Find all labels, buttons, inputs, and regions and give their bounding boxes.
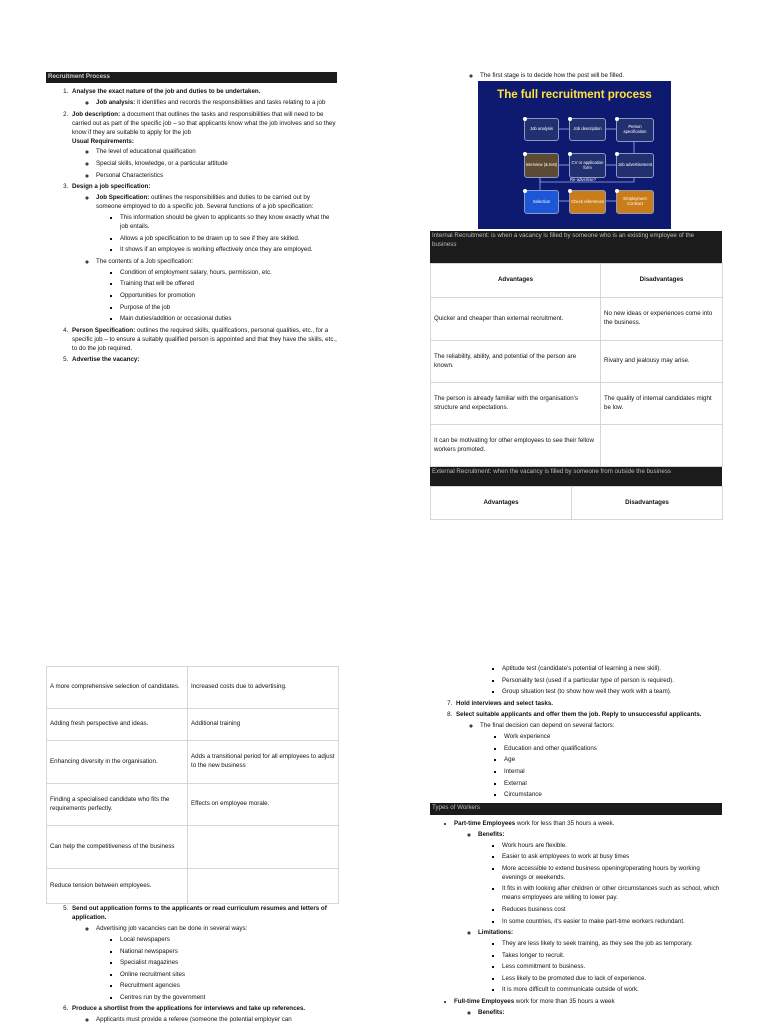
list-item: ▪ Recruitment agencies [120, 982, 338, 991]
left-top-section [46, 72, 337, 368]
list-item: ▪ Less commitment to business. [502, 963, 722, 972]
list-item: ▪ Education and other qualifications [504, 745, 722, 754]
list-item: ▪ Centres run by the government [120, 994, 338, 1003]
step-5: 5. Send out application forms to the applicants or read curriculum resumes and letters of application. ◦ Advertising job vacancies can be done in several ways: ▪ Local newspapers ▪ National newspapers ▪ Specialist magazines ▪ Online recruitment sites ▪ Recruitment agencies ▪ Centres run by the government [70, 905, 338, 1003]
tests-list [430, 665, 722, 697]
step-3: 3. Design a job specification: ◦ Job Specification: outlines the responsibilities and duties to be carried out by someone employed to do a specific job. Several functions of a job specification: ▪ This information should be given to applicants so they know exactly what the job entails. ▪ Allows a job specification to be drawn up to see if they are skilled. ▪ It shows if an employee is working effectively once they are employed. ◦ The contents of a Job specification: ▪ Condition of employment salary, hours, permission, etc. ▪ Training that will be offered ▪ Opportunities for promotion ▪ Purpose of the job ▪ Main duties/addition or occasional duties [70, 183, 337, 324]
list-item: ▪ Aptitude test (candidate's potential of learning a new skill). [502, 665, 722, 674]
list-item: ▪ External [504, 780, 722, 789]
column-header-advantages: Advantages [431, 487, 572, 520]
external-recruitment-heading: External Recruitment: when the vacancy is filled by someone from outside the business [430, 467, 722, 486]
list-item: ▪ Work experience [504, 733, 722, 742]
list-item: ▪ It is more difficult to communicate outside of work. [502, 986, 722, 995]
list-item: ▪ Specialist magazines [120, 959, 338, 968]
list-item: ▪ More accessible to extend business opening/operating hours by working evenings or weekends. [502, 865, 722, 883]
section-heading-recruitment-process: Recruitment Process [46, 72, 337, 83]
figure-title: The full recruitment process [497, 89, 652, 101]
list-item: ▪ Allows a job specification to be drawn up to see if they are skilled. [120, 235, 337, 244]
list-item: ▪ Training that will be offered [120, 280, 337, 289]
list-item: ▪ Local newspapers [120, 936, 338, 945]
list-item: ▪ Purpose of the job [120, 304, 337, 313]
list-item: ◦ The level of educational qualification [96, 148, 337, 157]
list-item: ▪ It shows if an employee is working effectively once they are employed. [120, 246, 337, 255]
usual-requirements-label: Usual Requirements: [72, 137, 134, 145]
step-8: 8. Select suitable applicants and offer them the job. Reply to unsuccessful applicants. ◦ The final decision can depend on several factors: ▪ Work experience ▪ Education and other qualifications ▪ Age ▪ Internal ▪ External ▪ Circumstance [454, 711, 722, 800]
step-7: 7. Hold interviews and select tasks. [454, 700, 722, 709]
list-item: ▪ Main duties/addition or occasional duties [120, 315, 337, 324]
list-item: ◦ The final decision can depend on several factors: ▪ Work experience ▪ Education and other qualifications ▪ Age ▪ Internal ▪ External ▪ Circumstance [480, 722, 722, 800]
table-row: Adding fresh perspective and ideas. Additional training [47, 709, 339, 741]
list-item: ▪ Age [504, 756, 722, 765]
internal-recruitment-table [430, 263, 723, 467]
table-row: Reduce tension between employees. [47, 869, 339, 904]
list-item: ▪ It fits in with looking after children or other circumstances such as school, which means employees are willing to lower pay. [502, 885, 722, 903]
internal-recruitment-heading: Internal Recruitment: is when a vacancy is filled by someone who is an existing employee of the business [430, 231, 722, 263]
box-check-references: Check references [569, 190, 606, 214]
list-item: ▪ Personality test (used if a particular type of person is required). [502, 677, 722, 686]
column-header-disadvantages: Disadvantages [601, 264, 723, 298]
table-row: It can be motivating for other employees to see their fellow workers promoted. [431, 425, 723, 467]
list-item: ▪ Group situation test (to show how well they work with a team). [502, 688, 722, 697]
table-row: The person is already familiar with the organisation's structure and expectations. The quality of internal candidates might be low. [431, 383, 723, 425]
recruitment-steps-continued [46, 905, 338, 1025]
list-item: ◦ Job Specification: outlines the responsibilities and duties to be carried out by someone employed to do a specific job. Several functions of a job specification: ▪ This information should be given to applicants so they know exactly what the job entails. ▪ Allows a job specification to be drawn up to see if they are skilled. ▪ It shows if an employee is working effectively once they are employed. [96, 194, 337, 255]
list-item: ▪ Online recruitment sites [120, 971, 338, 980]
list-item: ▪ Condition of employment salary, hours, permission, etc. [120, 269, 337, 278]
table-row: Finding a specialised candidate who fits the requirements perfectly. Effects on employee morale. [47, 784, 339, 826]
box-job-description: Job description [569, 118, 606, 141]
box-cv-application: CV or application form [569, 153, 606, 178]
recruitment-steps-final [430, 700, 722, 800]
list-item-part-time: • Part-time Employees work for less than 35 hours a week. ◦ Benefits: ▪ Work hours are flexible. ▪ Easier to ask employees to work at busy times ▪ More accessible to extend business opening/operating hours by working evenings or weekends. ▪ It fits in with looking after children or other circumstances such as school, which means employees are willing to lower pay. ▪ Reduces business cost ▪ In some countries, it's easier to make part-time workers redundant. ◦ Limitations: ▪ They are less likely to seek training, as they see the job as temporary. ▪ Takes longer to recruit. ▪ Less commitment to business. ▪ Less likely to be promoted due to lack of experience. ▪ It is more difficult to communicate outside of work. [454, 820, 722, 996]
box-person-specification: Person specification [616, 118, 654, 142]
box-job-advertisement: Job advertisement [616, 153, 654, 178]
list-item: ▪ Easier to ask employees to work at busy times [502, 853, 722, 862]
workers-list [430, 820, 722, 1018]
column-header-advantages: Advantages [431, 264, 601, 298]
table-row: Quicker and cheaper than external recruitment. No new ideas or experiences come into the business. [431, 298, 723, 341]
table-row: Enhancing diversity in the organisation. Adds a transitional period for all employees to adjust to the new business [47, 741, 339, 784]
list-item: ▪ Less likely to be promoted due to lack of experience. [502, 975, 722, 984]
list-item: ◦ Personal Characteristics [96, 172, 337, 181]
external-advantages-table [46, 666, 339, 904]
table-row: Can help the competitiveness of the business [47, 826, 339, 869]
list-item: ▪ Circumstance [504, 791, 722, 800]
list-item: ▪ Internal [504, 768, 722, 777]
list-item: ▪ Takes longer to recruit. [502, 952, 722, 961]
list-item: ▪ National newspapers [120, 948, 338, 957]
external-recruitment-table [430, 486, 723, 520]
recruitment-process-figure [478, 81, 671, 229]
list-item: ◦ Limitations: ▪ They are less likely to seek training, as they see the job as temporary. ▪ Takes longer to recruit. ▪ Less commitment to business. ▪ Less likely to be promoted due to lack of experience. ▪ It is more difficult to communicate outside of work. [478, 929, 722, 995]
box-selection: Selection [524, 190, 559, 214]
readvertise-label: Re-advertise? [570, 177, 597, 182]
list-item: ▪ Opportunities for promotion [120, 292, 337, 301]
column-header-disadvantages: Disadvantages [572, 487, 723, 520]
types-of-workers-heading: Types of Workers [430, 803, 722, 815]
list-item: ◦ Advertising job vacancies can be done in several ways: ▪ Local newspapers ▪ National newspapers ▪ Specialist magazines ▪ Online recruitment sites ▪ Recruitment agencies ▪ Centres run by the government [96, 925, 338, 1003]
list-item-full-time: • Full-time Employees work for more than 35 hours a week ◦ Benefits: [454, 998, 722, 1018]
list-item: ◦ Special skills, knowledge, or a particular attitude [96, 160, 337, 169]
table-row: A more comprehensive selection of candidates. Increased costs due to advertising. [47, 667, 339, 709]
list-item: ▪ They are less likely to seek training, as they see the job as temporary. [502, 940, 722, 949]
step-2: 2. Job description: a document that outlines the tasks and responsibilities that will need to be carried out as part of the specific job – so that applicants know what the job involves and so they know if they are suitable to apply for the job Usual Requirements: ◦ The level of educational qualification ◦ Special skills, knowledge, or a particular attitude ◦ Personal Characteristics [70, 111, 337, 181]
list-item: ◦ Applicants must provide a referee (someone the potential employer can [96, 1016, 338, 1025]
internal-recruitment-section [430, 231, 722, 520]
step-1 [70, 88, 337, 108]
list-item: ◦ Benefits: [478, 1009, 722, 1018]
list-item: ◦ Job analysis: it identifies and records the responsibilities and tasks relating to a job [96, 99, 337, 108]
list-item: ◦ The contents of a Job specification: ▪ Condition of employment salary, hours, permission, etc. ▪ Training that will be offered ▪ Opportunities for promotion ▪ Purpose of the job ▪ Main duties/addition or occasional duties [96, 258, 337, 324]
first-stage-text: ◦ The first stage is to decide how the post will be filled. [480, 72, 722, 81]
step-6: 6. Produce a shortlist from the applications for interviews and take up references. ◦ Applicants must provide a referee (someone the potential employer can [70, 1005, 338, 1025]
box-interview: Interview (& test) [524, 153, 559, 178]
box-job-analysis: Job analysis [524, 118, 559, 141]
right-bottom-section [430, 665, 722, 1021]
box-employment-contract: Employment Contract [616, 190, 654, 214]
table-row: The reliability, ability, and potential of the person are known. Rivalry and jealousy may arise. [431, 341, 723, 383]
step-title: Analyse the exact nature of the job and duties to be undertaken. [72, 87, 261, 95]
list-item: ▪ Work hours are flexible. [502, 842, 722, 851]
step-4: 4. Person Specification: outlines the required skills, qualifications, personal qualities, etc., for a specific job – to ensure a suitably qualified person is appointed and that they have the skills, etc., to do the job required. [70, 327, 337, 354]
recruitment-steps-list [46, 88, 337, 365]
left-bottom-section [46, 666, 338, 1028]
step-5: 5. Advertise the vacancy: [70, 356, 337, 365]
list-item: ▪ This information should be given to applicants so they know exactly what the job entails. [120, 214, 337, 232]
list-item: ◦ Benefits: ▪ Work hours are flexible. ▪ Easier to ask employees to work at busy times ▪ More accessible to extend business opening/operating hours by working evenings or weekends. ▪ It fits in with looking after children or other circumstances such as school, which means employees are willing to lower pay. ▪ Reduces business cost ▪ In some countries, it's easier to make part-time workers redundant. [478, 831, 722, 927]
list-item: ▪ Reduces business cost [502, 906, 722, 915]
list-item: ▪ In some countries, it's easier to make part-time workers redundant. [502, 918, 722, 927]
